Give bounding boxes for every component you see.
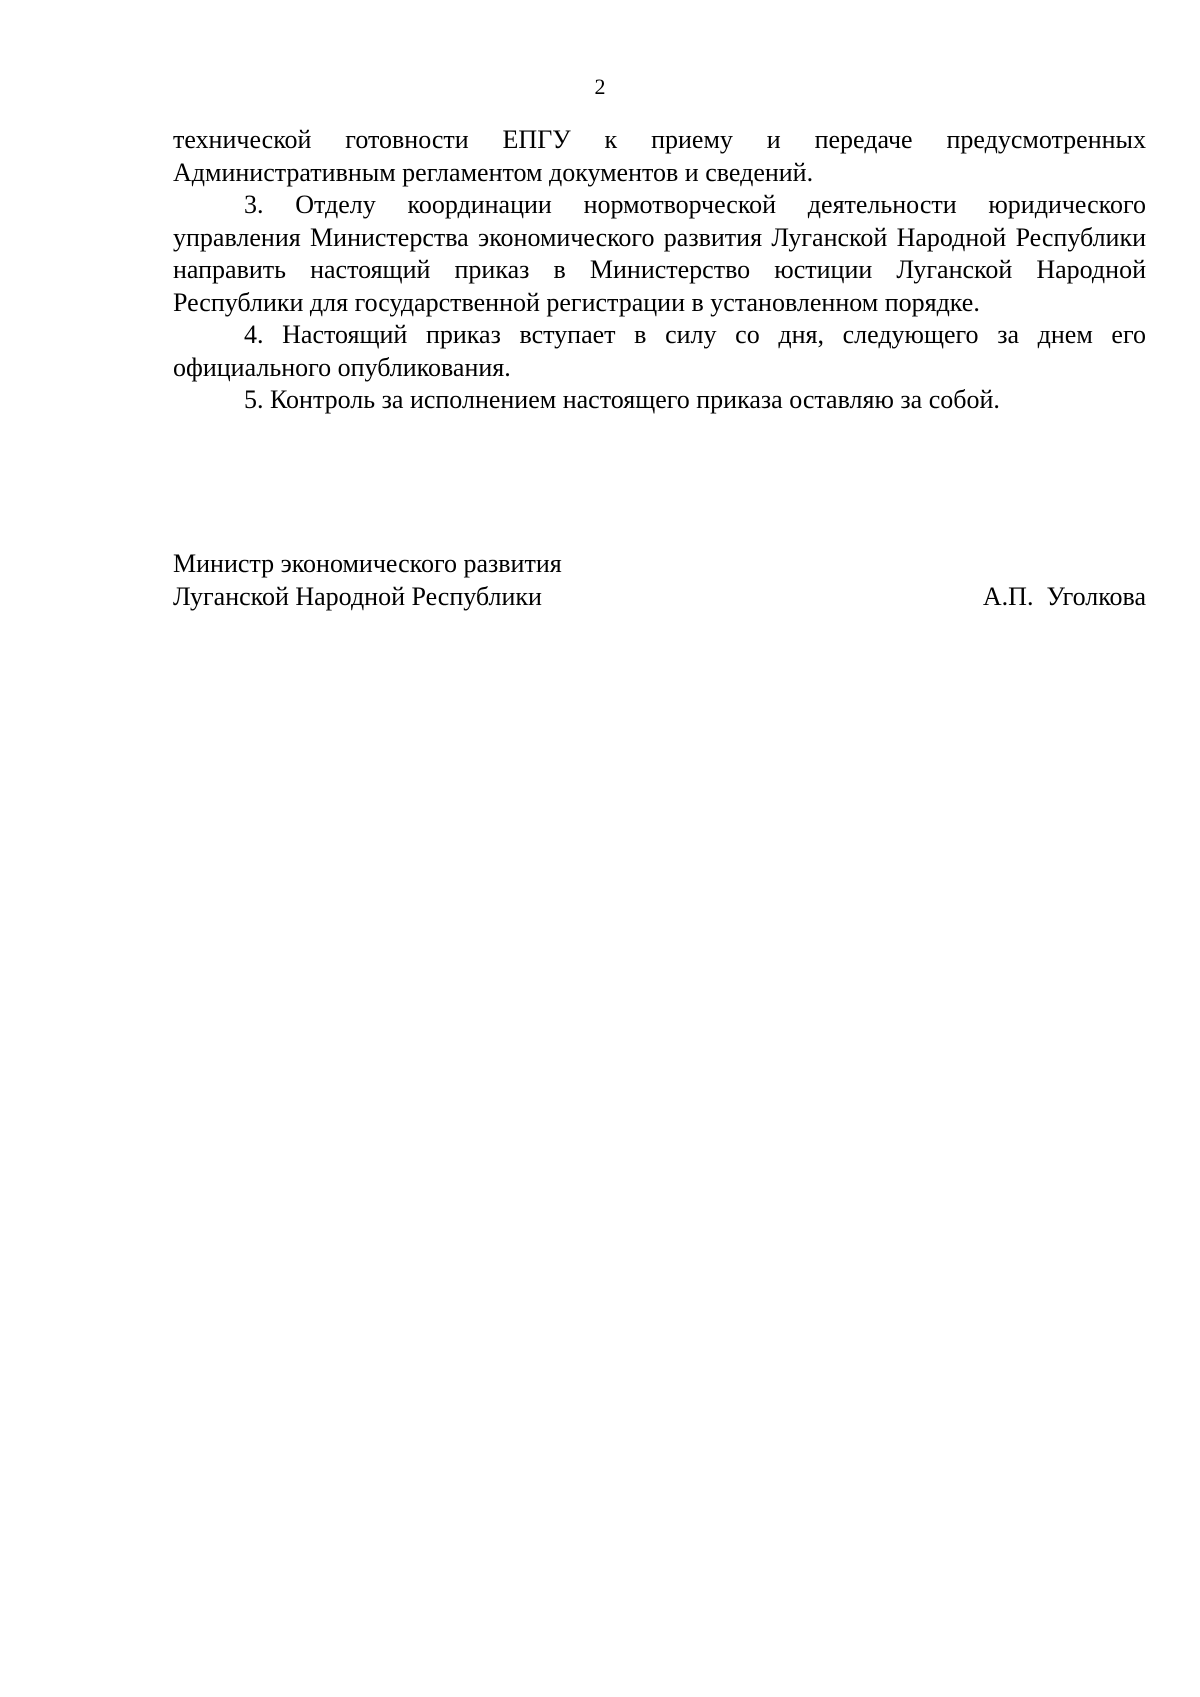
- signatory-title-line-1: Министр экономического развития: [173, 549, 562, 578]
- paragraph-item-5: 5. Контроль за исполнением настоящего приказа оставляю за собой.: [244, 385, 1000, 414]
- document-body: [173, 124, 1146, 417]
- paragraph-continuation: технической готовности ЕПГУ к приему и передаче предусмотренных Административным регламентом документов и сведений.: [173, 125, 1146, 187]
- paragraph-item-3: 3. Отделу координации нормотворческой деятельности юридического управления Министерства экономического развития Луганской Народной Республики направить настоящий приказ в Министерство юстиции Луганской Народной Республики для государственной регистрации в установленном порядке.: [173, 190, 1146, 317]
- signatory-name: А.П. Уголкова: [982, 581, 1146, 611]
- paragraph-item-4: 4. Настоящий приказ вступает в силу со дня, следующего за днем его официального опубликования.: [173, 320, 1146, 382]
- page-number: 2: [594, 74, 606, 99]
- signature-block: [173, 548, 1146, 613]
- signatory-title-line-2: Луганской Народной Республики: [173, 581, 542, 611]
- signature-row: [173, 581, 1146, 614]
